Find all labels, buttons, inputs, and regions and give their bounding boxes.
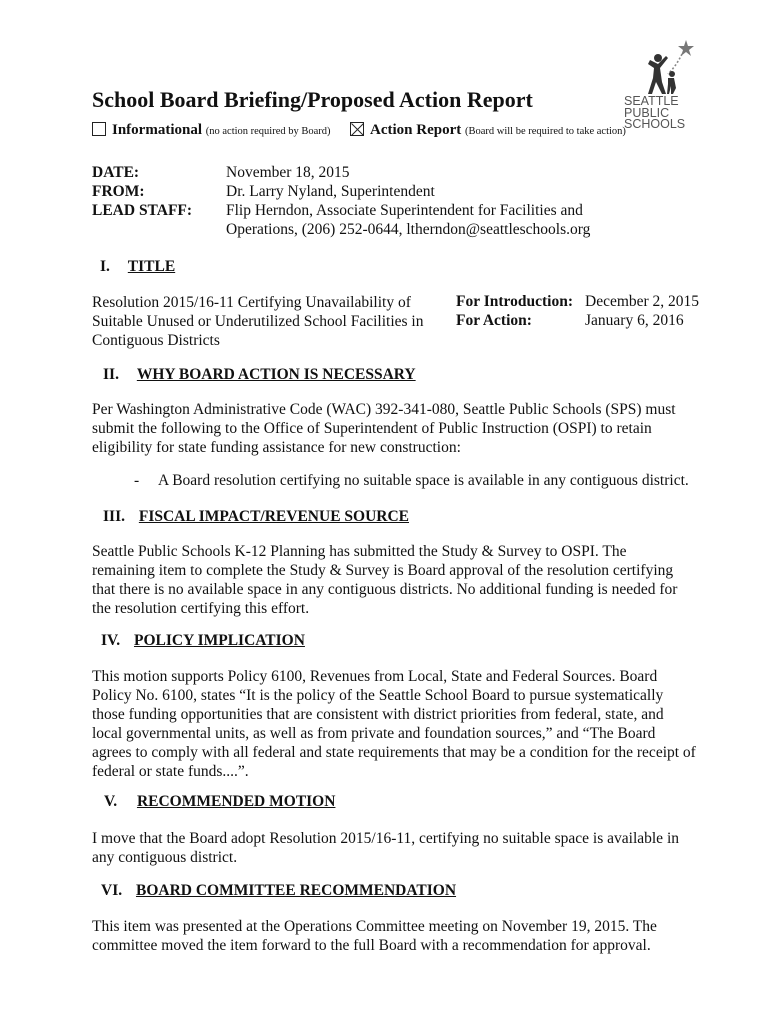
section-4-title: POLICY IMPLICATION: [133, 632, 305, 649]
seattle-public-schools-logo: [624, 38, 704, 138]
for-introduction-label: For Introduction:: [456, 293, 573, 310]
section-6-title: BOARD COMMITTEE RECOMMENDATION: [135, 882, 457, 899]
section-2-title: WHY BOARD ACTION IS NECESSARY: [136, 366, 416, 383]
section-6-number: VI.: [101, 882, 123, 899]
report-type-options: [92, 122, 331, 139]
section-4-heading: [101, 632, 305, 650]
section-2-heading: [103, 366, 416, 384]
section-5-number: V.: [104, 793, 118, 810]
star-figure-icon: [638, 38, 698, 96]
bullet-mark: -: [134, 472, 140, 489]
section-1-title: TITLE: [127, 258, 176, 275]
from-value: Dr. Larry Nyland, Superintendent: [226, 183, 435, 200]
section-3-number: III.: [103, 508, 125, 525]
lead-staff-value: Flip Herndon, Associate Superintendent for Facilities and: [226, 202, 583, 219]
section-2-body: Per Washington Administrative Code (WAC) 392-341-080, Seattle Public Schools (SPS) must submit the following to the Office of Superintendent of Public Instruction (OSPI) to retain eligibility for state funding assistance for new construction:: [92, 401, 676, 456]
action-report-note: (Board will be required to take action): [464, 126, 626, 137]
informational-note: (no action required by Board): [205, 126, 331, 137]
section-5-body: I move that the Board adopt Resolution 2015/16-11, certifying no suitable space is available in any contiguous district.: [92, 830, 679, 866]
section-3-title: FISCAL IMPACT/REVENUE SOURCE: [138, 508, 409, 525]
section-1-number: I.: [100, 258, 110, 275]
informational-label: Informational: [112, 122, 202, 138]
section-2-bullet: A Board resolution certifying no suitable space is available in any contiguous district.: [158, 472, 689, 489]
section-2-number: II.: [103, 366, 119, 383]
lead-staff-contact: Operations, (206) 252-0644, ltherndon@seattleschools.org: [226, 221, 591, 238]
for-introduction-date: December 2, 2015: [585, 293, 700, 310]
section-5-title: RECOMMENDED MOTION: [136, 793, 336, 810]
section-6-body: This item was presented at the Operations Committee meeting on November 19, 2015. The committee moved the item forward to the full Board with a recommendation for approval.: [92, 918, 657, 954]
section-4-number: IV.: [101, 632, 121, 649]
date-value: November 18, 2015: [226, 164, 350, 181]
section-6-heading: [101, 882, 456, 900]
lead-staff-label: LEAD STAFF:: [92, 202, 193, 219]
informational-checkbox[interactable]: [92, 122, 106, 136]
report-title: School Board Briefing/Proposed Action Report: [92, 87, 533, 112]
from-label: FROM:: [92, 183, 145, 200]
date-label: DATE:: [92, 164, 140, 181]
section-1-heading: [100, 258, 175, 276]
action-report-checkbox[interactable]: [350, 122, 364, 136]
section-1-body: Resolution 2015/16-11 Certifying Unavailability of Suitable Unused or Underutilized School Facilities in Contiguous Districts: [92, 294, 424, 349]
action-report-label: Action Report: [370, 122, 462, 138]
logo-text: SEATTLE PUBLIC SCHOOLS: [624, 94, 686, 131]
section-5-heading: [104, 793, 335, 811]
section-4-body: This motion supports Policy 6100, Revenues from Local, State and Federal Sources. Board Policy No. 6100, states “It is the policy of the Seattle School Board to pursue systematically those funding opportunities that are consistent with district priorities from federal, state, and local governmental units, as well as from private and foundation sources,” and “The Board agrees to comply with all federal and state requirements that may be a condition for the receipt of federal or state funds....”.: [92, 668, 696, 780]
action-report-option: [350, 122, 626, 139]
section-3-heading: [103, 508, 409, 526]
section-3-body: Seattle Public Schools K-12 Planning has submitted the Study & Survey to OSPI. The remaining item to complete the Study & Survey is Board approval of the resolution certifying that there is no available space in any contiguous districts. No additional funding is needed for the resolution certifying this effort.: [92, 543, 678, 617]
for-action-date: January 6, 2016: [585, 312, 684, 329]
for-action-label: For Action:: [456, 312, 532, 329]
